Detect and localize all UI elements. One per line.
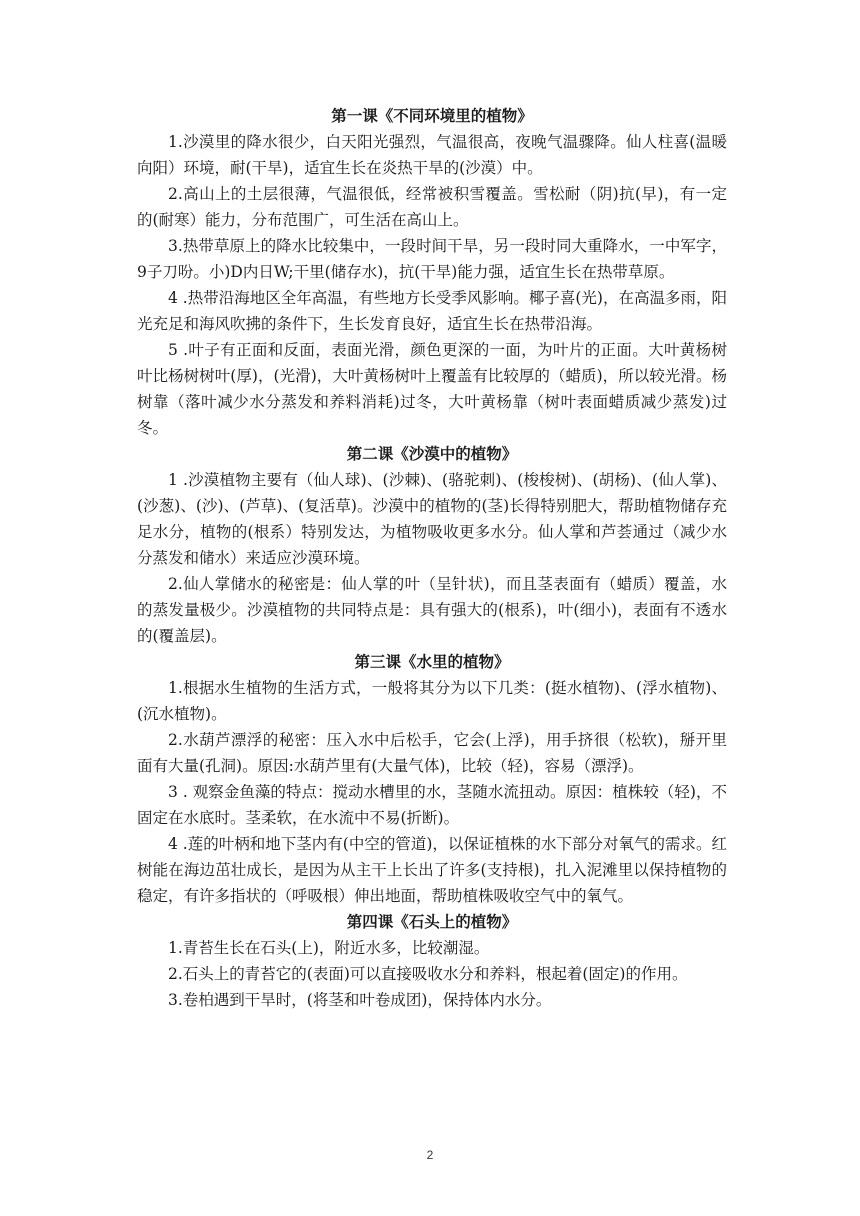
paragraph: 3 . 观察金鱼藻的特点：搅动水槽里的水，茎随水流扭动。原因：植株较（轻)，不固定在水底时。茎柔软，在水流中不易(折断)。 bbox=[137, 783, 727, 827]
paragraph: 4 .热带沿海地区全年高温，有些地方长受季风影响。椰子喜(光)，在高温多雨，阳光充足和海风吹拂的条件下，生长发育良好，适宜生长在热带沿海。 bbox=[137, 289, 727, 333]
paragraph: 2.石头上的青苔它的(表面)可以直接吸收水分和养料，根起着(固定)的作用。 bbox=[168, 965, 688, 983]
paragraph: 2.高山上的土层很薄，气温很低，经常被积雪覆盖。雪松耐（阴)抗(早)，有一定的(耐寒）能力，分布范围广，可生活在高山上。 bbox=[137, 185, 727, 229]
paragraph: 5 .叶子有正面和反面，表面光滑，颜色更深的一面，为叶片的正面。大叶黄杨树叶比杨树树叶(厚)，(光滑)，大叶黄杨树叶上覆盖有比较厚的（蜡质)，所以较光滑。杨树靠（落叶减少水分蒸发和养料消耗)过冬，大叶黄杨靠（树叶表面蜡质减少蒸发)过冬。 bbox=[137, 341, 727, 437]
paragraph: 2.水葫芦漂浮的秘密：压入水中后松手，它会(上浮)，用手挤很（松软)，掰开里面有大量(孔洞)。原因:水葫芦里有(大量气体)，比较（轻)，容易（漂浮)。 bbox=[137, 731, 727, 775]
page-number: 2 bbox=[426, 1148, 434, 1162]
paragraph: 3.热带草原上的降水比较集中，一段时间干旱，另一段时同大重降水，一中军字，9子刀吩。小)D内日W;干里(储存水)，抗(干旱)能力强，适宜生长在热带草原。 bbox=[137, 237, 727, 281]
paragraph: 4 .莲的叶柄和地下茎内有(中空的管道)，以保证植株的水下部分对氧气的需求。红树能在海边茁壮成长，是因为从主干上长出了许多(支持根)，扎入泥滩里以保持植物的稳定，有许多指状的（呼吸根）伸出地面，帮助植株吸收空气中的氧气。 bbox=[137, 835, 727, 905]
document-body bbox=[137, 103, 727, 1013]
paragraph: 2.仙人掌储水的秘密是：仙人掌的叶（呈针状)，而且茎表面有（蜡质）覆盖，水的蒸发量极少。沙漠植物的共同特点是：具有强大的(根系)，叶(细小)，表面有不透水的(覆盖层)。 bbox=[137, 575, 727, 645]
paragraph: 1 .沙漠植物主要有（仙人球)、(沙棘)、(骆驼刺)、(梭梭树)、(胡杨)、(仙人掌)、(沙葱)、(沙)、(芦草)、(复活草)。沙漠中的植物的(茎)长得特别肥大，帮助植物储存充足水分，植物的(根系）特别发达，为植物吸收更多水分。仙人掌和芦荟通过（减少水分蒸发和储水）来适应沙漠环境。 bbox=[137, 471, 727, 567]
paragraph: 1.沙漠里的降水很少，白天阳光强烈，气温很高，夜晚气温骤降。仙人柱喜(温暖向阳）环境，耐(干旱)，适宜生长在炎热干旱的(沙漠）中。 bbox=[137, 133, 727, 177]
paragraph: 3.卷柏遇到干旱时，(将茎和叶卷成团)，保持体内水分。 bbox=[168, 991, 552, 1009]
paragraph: 1.根据水生植物的生活方式，一般将其分为以下几类：(挺水植物)、(浮水植物)、(沉水植物)。 bbox=[137, 679, 727, 723]
section-title-lesson-4: 第四课《石头上的植物》 bbox=[346, 912, 518, 931]
section-title-lesson-1: 第一课《不同环境里的植物》 bbox=[331, 106, 533, 125]
section-title-lesson-2: 第二课《沙漠中的植物》 bbox=[346, 444, 518, 463]
paragraph: 1.青苔生长在石头(上)，附近水多，比较潮湿。 bbox=[168, 939, 490, 957]
section-title-lesson-3: 第三课《水里的植物》 bbox=[354, 652, 510, 671]
